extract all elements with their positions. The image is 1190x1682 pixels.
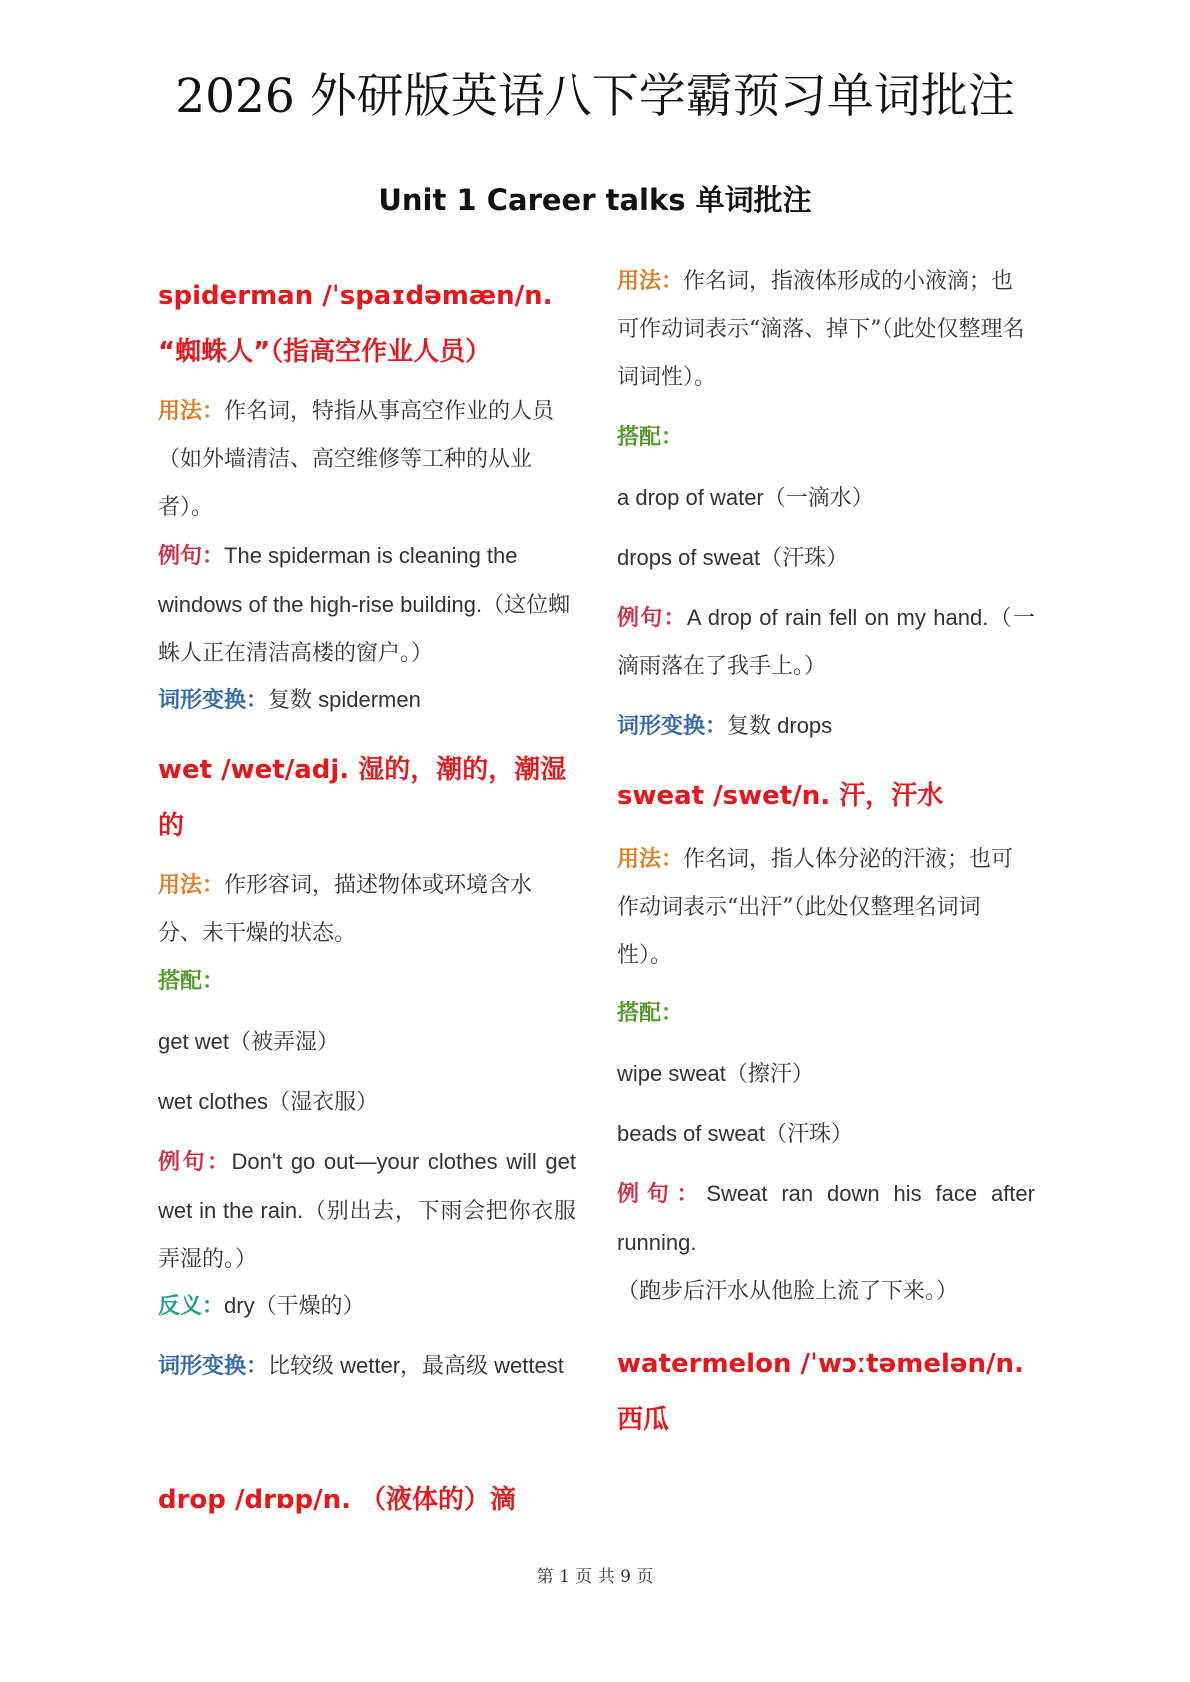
forms-text: 复数 spidermen bbox=[268, 687, 421, 712]
example-spiderman bbox=[158, 532, 576, 678]
collocation-item bbox=[158, 1018, 576, 1067]
example-label: 例句： bbox=[158, 1150, 232, 1175]
usage-text: 作名词，指液体形成的小液滴；也可作动词表示“滴落、掉下”（此处仅整理名词词性）。 bbox=[617, 269, 1025, 390]
collocation-en: a drop of water bbox=[617, 485, 764, 510]
headword-watermelon: watermelon /ˈwɔːtəmelən/n. 西瓜 bbox=[617, 1349, 1024, 1435]
usage-wet bbox=[158, 862, 576, 958]
collocation-label-drop bbox=[617, 414, 1035, 462]
usage-label: 用法： bbox=[158, 399, 225, 424]
collocation-item bbox=[617, 1050, 1035, 1099]
headword-spiderman: spiderman /ˈspaɪdəmæn/n. “蜘蛛人”（指高空作业人员） bbox=[158, 281, 553, 367]
usage-spiderman bbox=[158, 388, 576, 532]
headword-wet: wet /wet/adj. 湿的，潮的，潮湿的 bbox=[158, 755, 567, 841]
forms-text: 比较级 wetter，最高级 wettest bbox=[268, 1353, 564, 1378]
collocation-en: get wet bbox=[158, 1029, 229, 1054]
antonym-label: 反义： bbox=[158, 1294, 225, 1319]
collocation-en: drops of sweat bbox=[617, 545, 761, 570]
example-en: Sweat ran down his face after running. bbox=[617, 1181, 1035, 1255]
usage-sweat bbox=[617, 836, 1035, 980]
page-footer: 第 1 页 共 9 页 bbox=[536, 1567, 654, 1587]
collocation-zh: （湿衣服） bbox=[268, 1090, 379, 1115]
usage-text: 作名词，指人体分泌的汗液；也可作动词表示“出汗”（此处仅整理名词词性）。 bbox=[617, 847, 1014, 968]
collocation-label-sweat bbox=[617, 990, 1035, 1038]
usage-drop bbox=[617, 258, 1035, 402]
example-en: The spiderman is cleaning the windows of the high-rise building. bbox=[158, 543, 518, 617]
collocation-en: wet clothes bbox=[158, 1089, 269, 1114]
collocation-zh: （擦汗） bbox=[725, 1062, 814, 1087]
example-zh: （别出去，下雨会把你衣服弄湿的。） bbox=[158, 1199, 576, 1272]
collocation-en: beads of sweat bbox=[617, 1121, 765, 1146]
example-sweat bbox=[617, 1170, 1035, 1316]
forms-wet bbox=[158, 1342, 576, 1391]
antonym-zh: （干燥的） bbox=[254, 1294, 365, 1319]
usage-label: 用法： bbox=[617, 269, 684, 294]
forms-spiderman bbox=[158, 676, 576, 725]
headword-sweat: sweat /swet/n. 汗，汗水 bbox=[617, 781, 944, 811]
collocation-zh: （一滴水） bbox=[763, 486, 874, 511]
example-label: 例句： bbox=[158, 544, 225, 569]
example-zh: （一滴雨落在了我手上。） bbox=[617, 606, 1035, 679]
collocation-zh: （被弄湿） bbox=[228, 1030, 339, 1055]
usage-text: 作形容词，描述物体或环境含水分、未干燥的状态。 bbox=[158, 873, 533, 946]
forms-label: 词形变换： bbox=[617, 714, 728, 739]
collocation-item bbox=[617, 1110, 1035, 1159]
usage-text: 作名词，特指从事高空作业的人员（如外墙清洁、高空维修等工种的从业者）。 bbox=[158, 399, 555, 520]
forms-label: 词形变换： bbox=[158, 1354, 269, 1379]
example-zh: （这位蜘蛛人正在清洁高楼的窗户。） bbox=[158, 593, 571, 666]
collocation-item bbox=[617, 474, 1035, 523]
usage-label: 用法： bbox=[158, 873, 225, 898]
document-title: 2026 外研版英语八下学霸预习单词批注 bbox=[175, 69, 1015, 124]
forms-text: 复数 drops bbox=[727, 713, 833, 738]
example-drop bbox=[617, 594, 1035, 691]
collocation-item bbox=[617, 534, 1035, 583]
collocation-label: 搭配： bbox=[158, 969, 225, 994]
example-en: Don't go out—your clothes will get wet in the rain. bbox=[158, 1149, 576, 1223]
collocation-label: 搭配： bbox=[617, 425, 684, 450]
forms-drop bbox=[617, 702, 1035, 751]
example-wet bbox=[158, 1138, 576, 1284]
antonym-en: dry bbox=[224, 1293, 255, 1318]
forms-label: 词形变换： bbox=[158, 688, 269, 713]
example-en: A drop of rain fell on my hand. bbox=[686, 605, 989, 630]
example-label: 例句： bbox=[617, 1182, 707, 1207]
collocation-en: wipe sweat bbox=[617, 1061, 726, 1086]
usage-label: 用法： bbox=[617, 847, 684, 872]
collocation-zh: （汗珠） bbox=[764, 1122, 853, 1147]
headword-drop: drop /drɒp/n. （液体的）滴 bbox=[158, 1485, 517, 1515]
example-label: 例句： bbox=[617, 606, 687, 631]
collocation-item bbox=[158, 1078, 576, 1127]
collocation-label-wet bbox=[158, 958, 576, 1006]
unit-title: Unit 1 Career talks 单词批注 bbox=[378, 183, 812, 217]
example-zh: （跑步后汗水从他脸上流了下来。） bbox=[617, 1279, 959, 1304]
collocation-zh: （汗珠） bbox=[760, 546, 849, 571]
antonym-wet bbox=[158, 1282, 576, 1331]
collocation-label: 搭配： bbox=[617, 1001, 684, 1026]
